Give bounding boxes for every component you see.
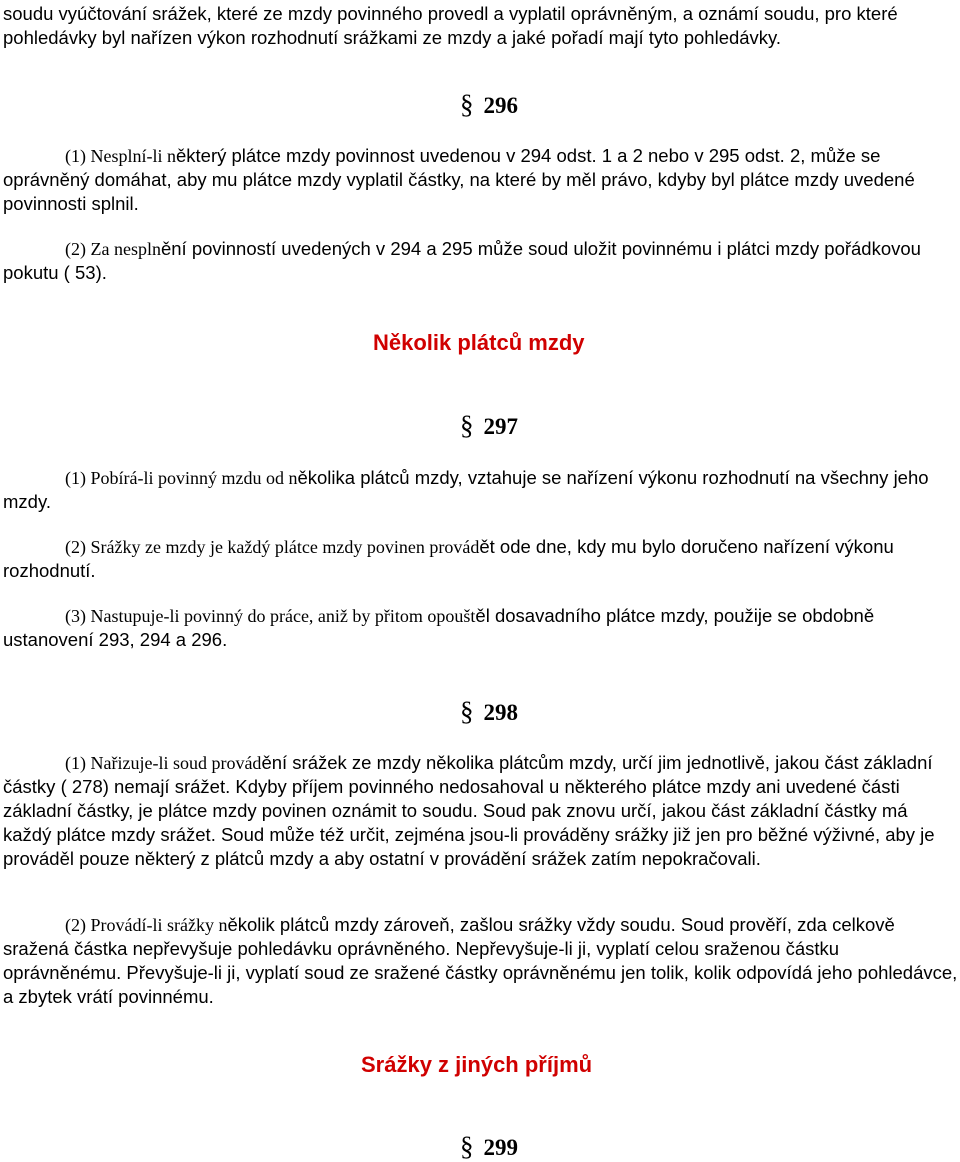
paragraph-lead: (2) Za nespln: [65, 239, 161, 259]
paragraph-body: ění srážek ze mzdy několika plátcům mzdy, určí jim jednotlivě, jakou část základní částky ( 278) nemají srážet. Kdyby příjem povinného nedosahoval u některého plátce mzdy ani uvedené části základní částky, je plátce mzdy povinen oznámit to soudu. Soud pak znovu určí, jakou část základní částky má každý plátce mzdy srážet. Soud může též určit, zejména jsou-li prováděny srážky již jen pro běžné výživné, aby je prováděl pouze některý z plátců mzdy a aby ostatní v provádění srážek zatím nepokračovali.: [3, 752, 935, 869]
s298-paragraph-2: [3, 913, 958, 1009]
paragraph-lead: (1) Pobírá-li povinný mzdu od n: [65, 468, 298, 488]
paragraph-sign-icon: §: [460, 89, 474, 119]
paragraph-lead: (2) Srážky ze mzdy je každý plátce mzdy povinen provád: [65, 537, 480, 557]
paragraph-body: ěkolika plátců mzdy, vztahuje se nařízení výkonu rozhodnutí na všechny jeho mzdy.: [3, 467, 929, 512]
paragraph-body: ění povinností uvedených v 294 a 295 může soud uložit povinnému i plátci mzdy pořádkovou pokutu ( 53).: [3, 238, 921, 283]
s298-paragraph-1: [3, 751, 958, 871]
s297-paragraph-2: [3, 535, 958, 583]
paragraph-sign-icon: §: [460, 1131, 474, 1161]
paragraph-sign-icon: §: [460, 410, 474, 440]
paragraph-body: ět ode dne, kdy mu bylo doručeno nařízení výkonu rozhodnutí.: [3, 536, 894, 581]
section-297-title: [460, 411, 518, 441]
paragraph-lead: (1) Nesplní-li n: [65, 146, 176, 166]
s297-paragraph-3: [3, 604, 958, 652]
paragraph-body: ěkterý plátce mzdy povinnost uvedenou v 294 odst. 1 a 2 nebo v 295 odst. 2, může se oprávněný domáhat, aby mu plátce mzdy vyplatil částky, na které by měl právo, kdyby byl plátce mzdy uvedené povinnosti splnil.: [3, 145, 915, 214]
s296-paragraph-1: [3, 144, 958, 216]
section-number: 297: [483, 414, 518, 439]
paragraph-body: ěl dosavadního plátce mzdy, použije se obdobně ustanovení 293, 294 a 296.: [3, 605, 875, 650]
s296-paragraph-2: [3, 237, 958, 285]
intro-text: soudu vyúčtování srážek, které ze mzdy povinného provedl a vyplatil oprávněným, a oznámí soudu, pro které pohledávky byl nařízen výkon rozhodnutí srážkami ze mzdy a jaké pořadí mají tyto pohledávky.: [3, 3, 898, 48]
section-number: 299: [483, 1135, 518, 1160]
intro-paragraph: [3, 2, 958, 50]
heading-other-income-deductions: Srážky z jiných příjmů: [361, 1052, 593, 1077]
paragraph-lead: (3) Nastupuje-li povinný do práce, aniž by přitom opoušt: [65, 606, 476, 626]
section-296-title: [460, 90, 518, 120]
section-number: 298: [483, 700, 518, 725]
section-number: 296: [483, 93, 518, 118]
section-298-title: [460, 697, 518, 727]
section-299-title: [460, 1132, 518, 1162]
paragraph-lead: (1) Nařizuje-li soud provád: [65, 753, 262, 773]
paragraph-sign-icon: §: [460, 696, 474, 726]
paragraph-lead: (2) Provádí-li srážky n: [65, 915, 228, 935]
s297-paragraph-1: [3, 466, 958, 514]
paragraph-body: ěkolik plátců mzdy zároveň, zašlou srážky vždy soudu. Soud prověří, zda celkově sražená částka nepřevyšuje pohledávku oprávněného. Nepřevyšuje-li ji, vyplatí celou sraženou částku oprávněnému. Převyšuje-li ji, vyplatí soud ze sražené částky oprávněnému jen tolik, kolik odpovídá jeho pohledávce, a zbytek vrátí povinnému.: [3, 914, 958, 1007]
heading-several-payers: Několik plátců mzdy: [373, 330, 585, 355]
